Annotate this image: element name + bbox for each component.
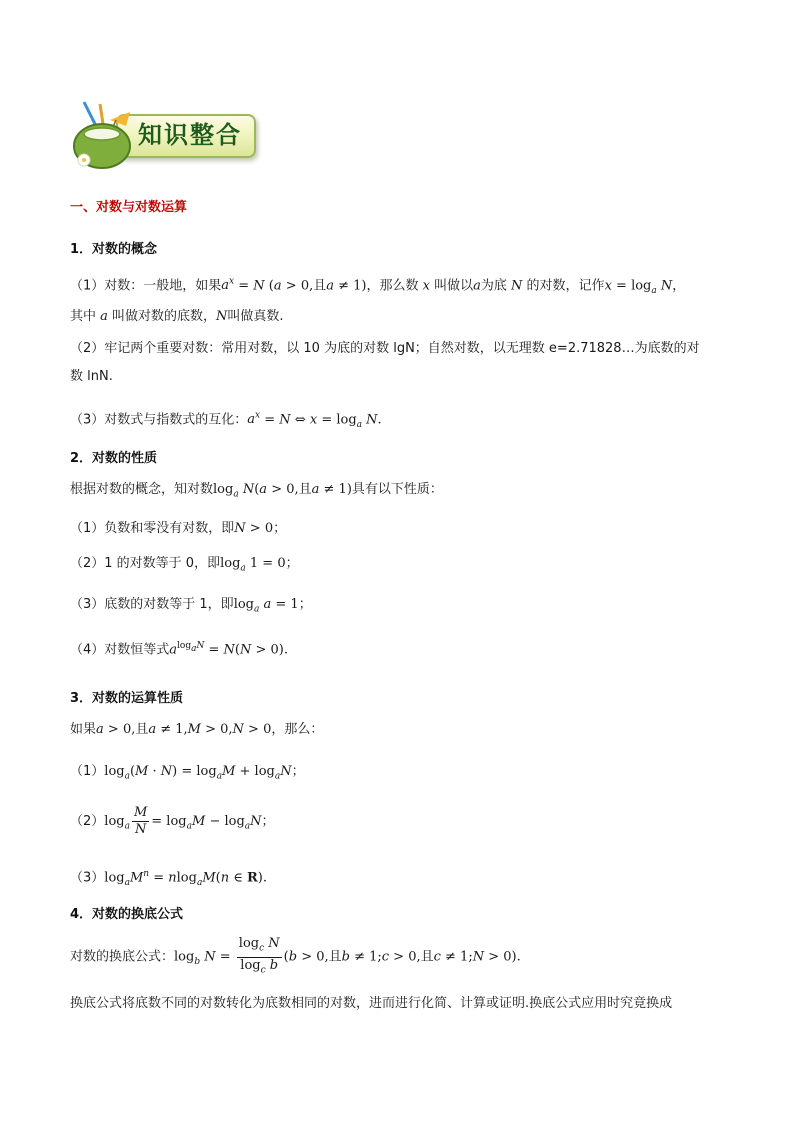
operation-1: $(1)\log_a(M \cdot N) = \log_aM + \log_aN$； [70,764,305,782]
concept-heading: 1．对数的概念 [70,242,158,257]
property-3-text: （3）底数的对数等于 1，即 [70,597,234,612]
properties-heading: 2．对数的性质 [70,451,158,466]
item1-line2-b: 叫做对数的底数， [112,309,217,324]
operation-2: $(2)\log_a$ $\frac{M}{N}$ = $\log_aM - \log_aN$； [70,805,275,837]
operations-intro-prefix: 如果 [70,722,97,737]
operations-heading: 3．对数的运算性质 [70,691,184,706]
item1-middle: ，那么数 [366,278,419,294]
properties-intro-suffix: 具有以下性质： [351,482,443,497]
concept-item2-line1: （2）牢记两个重要对数：常用对数，以 10 为底的对数 lgN；自然对数，以无理数 e=2.71828…为底数的对 [70,341,700,356]
change-base-formula: 对数的换底公式：$\log_b N$ = $\frac{\log_c N}{\log_c b}$ (b > 0,且b ≠ 1;c > 0,且c ≠ 1;N > 0). [70,936,521,976]
item1-middle4: 的对数，记作 [526,278,605,294]
concept-item3: （3）对数式与指数式的互化：$a^x = N$ ⇔ $x = \log_a N$. [70,411,382,430]
property-1: （1）负数和零没有对数，即N > 0； [70,521,287,536]
property-4: （4）对数恒等式$a^{log_aN} = N(N > 0)$. [70,641,288,658]
knowledge-badge [70,100,254,172]
change-base-heading: 4．对数的换底公式 [70,907,184,922]
concept-item1: （1）对数：一般地，如果$a^x = N$ (a > 0,且a ≠ 1)，那么数 x 叫做以a为底 N 的对数，记作$x = \log_a N$， [70,277,686,296]
section-title: 一、对数与对数运算 [70,200,188,215]
property-2: （2）1 的对数等于 0，即$\log_a 1 = 0$； [70,556,299,574]
operations-intro-suffix: ，那么： [271,722,324,737]
change-base-text: 换底公式将底数不同的对数转化为底数相同的对数，进而进行化简、计算或证明.换底公式应用时究竟换成 [70,996,673,1011]
properties-intro-prefix: 根据对数的概念，知对数 [70,482,214,497]
operation-3: $(3)\log_aM^n = nlog_aM(n$ ∈ R). [70,869,267,888]
operation-1-label: （1） [70,764,105,779]
badge-title: 知识整合 [138,120,242,149]
operation-3-label: （3） [70,870,105,886]
operations-intro: 如果a > 0,且a ≠ 1,M > 0,N > 0，那么： [70,722,324,737]
concept-item2-line2: 数 lnN. [70,369,113,384]
property-4-text: （4）对数恒等式 [70,642,170,658]
item1-line2-c: 叫做真数. [227,309,284,324]
item1-line2-a: 其中 [70,309,97,324]
item3-prefix: （3）对数式与指数式的互化： [70,412,248,428]
property-3: （3）底数的对数等于 1，即$\log_a a = 1$； [70,597,312,615]
operation-2-label: （2） [70,814,105,829]
properties-intro: 根据对数的概念，知对数$\log_a N(a > 0$,且a ≠ 1)具有以下性质： [70,482,443,500]
item1-middle2: 叫做以 [434,278,474,294]
change-base-prefix: 对数的换底公式： [70,949,175,965]
item1-middle3: 为底 [480,278,507,294]
property-2-text: （2）1 的对数等于 0，即 [70,556,221,571]
item1-prefix: （1）对数：一般地，如果 [70,278,222,294]
property-1-text: （1）负数和零没有对数，即 [70,521,235,536]
concept-item1-line2: 其中 a 叫做对数的底数，N叫做真数. [70,309,284,324]
